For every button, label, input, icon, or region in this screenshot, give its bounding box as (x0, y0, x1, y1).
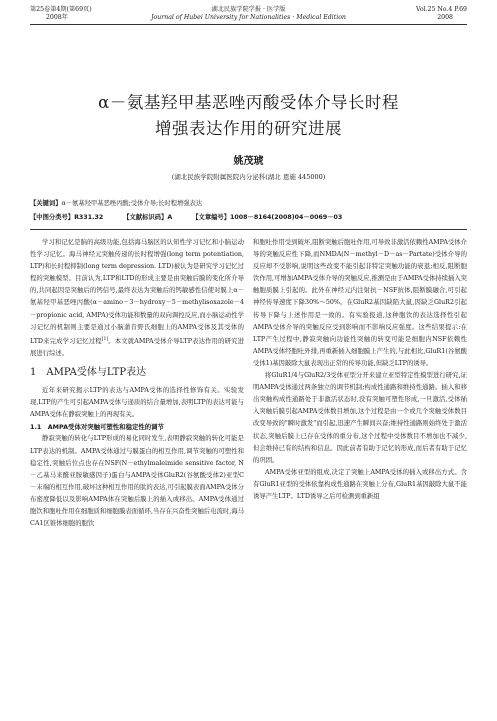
article-number: 【文章编号】1008－8164(2008)04－0069－03 (192, 214, 343, 221)
subsection-heading-1-1: 1.1 AMPA受体对突触可塑性和稳定性的调节 (30, 423, 164, 432)
clc-number: 【中图分类号】R331.32 (30, 214, 104, 221)
right-paragraph-1: 和胞吐作用受到破坏,阻断突触后胞吐作用,可导致非激活依赖性AMPA受体介导的突触反应性下降,而NMDA(N－methyl－D－as－Partate)受体介导的反应却不受影响,说明这些改变不能引起非特定突触功能的衰退;相反,阻断胞饮作用,可增加AMPA受体介导的突触反应,推测是由于AMPA受体持续插入突触胞质膜上引起的。此外在神经元内注射抗－NSF抗体,阻断膜融合,可引起神经传导速度下降30%～50%。在GluR2基因缺陷大鼠,因缺乏GluR2引起传导下降与上述作用是一致的。有实验报道,这种胞饮的表达选择性引起AMPA受体介导的突触反应受到影响而不影响反应强度。这些结果提示:在LTP产生过程中,静寂突触向功能性突触的转变可能是细胞内NSF依赖性AMPA受体经胞吐外排,再重新插入细胞膜上产生的,与此相比,GluR1(谷氨酸受体1)基因敲除大鼠表现出正常的传导功能,但缺乏LTP的诱导。 (253, 239, 468, 367)
section-heading-1: 1 AMPA受体与LTP表达 (30, 367, 147, 379)
classification-line (30, 212, 360, 223)
abstract-rule (30, 229, 467, 230)
keywords (30, 198, 467, 209)
header-rule (30, 24, 467, 25)
author-name: 姚茂琥 (233, 156, 264, 167)
right-column (253, 237, 467, 503)
intro-paragraph: 学习和记忆是脑的高级功能,包括海马脑区的认知性学习记忆和小脑运动性学习记忆。海马神经元突触传递的长时程增强(long term potentiation, LTP)和长时程抑制(long term depression. LTD)被认为是研究学习记忆过程的突触模型。目前认为,LTP和LTD的形成主要是由突触后膜的变化所介导的,共同起因是突触后的钙信号,最终表达为突触后的钙敏感性信使对膜上α－氨基羟甲基恶唑丙酸(α－amino－3－hydroxy－5－methylisoxazole－4－propionic acid, AMPA)受体功能和数量的双向调控反应,而小脑运动性学习记忆的机制则主要是通过小脑蒲肯野氏细胞上的AMPA受体及其受体的LTD来完成学习记忆过程[1]。本文就AMPA受体介导LTP表达作用的研究进展进行综述。 (30, 239, 244, 357)
right-paragraph-3: AMPA受体亚型的组成,决定了突触上AMPA受体的插入或移出方式。含有GluR1亚型的受体依靠构成性通路在突触上分布,GluR1基因敲除大鼠不能诱导产生LTP。LTD诱导之后可检测到重新组 (253, 468, 467, 500)
journal-volume-en (416, 6, 467, 22)
section1-paragraph: 近年来研究揭示LTP的表达与AMPA受体的选择性修饰有关。实验发现,LTP的产生可引起AMPA受体与递质的结合量增加,表明LTP的表达可能与AMPA受体在静寂突触上的再现有关。 (30, 387, 244, 419)
document-code: 【文献标识码】A (123, 214, 173, 221)
article-title-line1: α－氨基羟甲基恶唑丙酸受体介导长时程 (98, 93, 399, 112)
article-title-line2: 增强表达作用的研究进展 (155, 119, 342, 138)
keywords-label: 【关键词】 (30, 200, 62, 207)
header-volume: 第25卷第4期(第69页) (30, 6, 92, 13)
keywords-text: α－氨基羟甲基恶唑丙酸;受体介导;长时程增强表达 (61, 200, 203, 207)
header-year-en: 2008 (437, 14, 453, 21)
left-column (30, 237, 244, 530)
header-year: 2008年 (46, 14, 68, 21)
header-vol-en: Vol.25 No.4 P.69 (415, 6, 467, 13)
citation-1: [1] (101, 336, 109, 342)
subsection1-paragraph: 静寂突触的转化与LTP形成的易化同时发生,表明静寂突触的转化可能是LTP表达的机制。AMPA受体通过与膜蛋白的相互作用,调节突触的可塑性和稳定性,突触后位点也存在NSF(N－ethylmaleimide sensitive factor, N－乙基马来酰亚胺敏感因子)蛋白与AMPA受体GluR2(谷氨酸受体2)亚型C－末端的相互作用,破坏这种相互作用的肽的表达,可引起膜表面AMPA受体分布密度降低以及影响AMPA体在突触后膜上的插入或移出。AMPA受体通过胞饮和胞吐作用在细胞质和细胞膜表面循环,当存在兴奋性突触后电流时,海马CA1区锥体细胞的胞饮 (30, 435, 244, 528)
header-journal-en: Journal of Hubei University for Nationalities · Medical Edition (151, 14, 346, 21)
header-journal-cn: 湖北民族学院学报 · 医学版 (211, 6, 286, 13)
right-paragraph-2: 将GluR1/4与GluR2/3受体亚型分开来建立亚型特定性模型进行研究,证明AMPA受体通过两条独立的调节机制;构成性通路和维持性通路。插入和移出突触构成性通路处于非激活状态时,没有突触可塑性形成,一旦激活,受体插入突触后膜引起AMPA受体数目增加,这个过程是由一个或几个突触受体数目改变导致的"瞬时激发"而引起,迅速产生瞬间兴奋;维持性通路则始终处于激活状态,突触后膜上已存在受体的重分布,这个过程中受体数目不增加也不减少,但会维持已有的结构和信息。因此前者有助于记忆的形成,而后者有助于记忆的巩固。 (253, 372, 467, 464)
author-affiliation: (湖北民族学院附属医院内分泌科(湖北 恩施 445000) (171, 173, 326, 181)
